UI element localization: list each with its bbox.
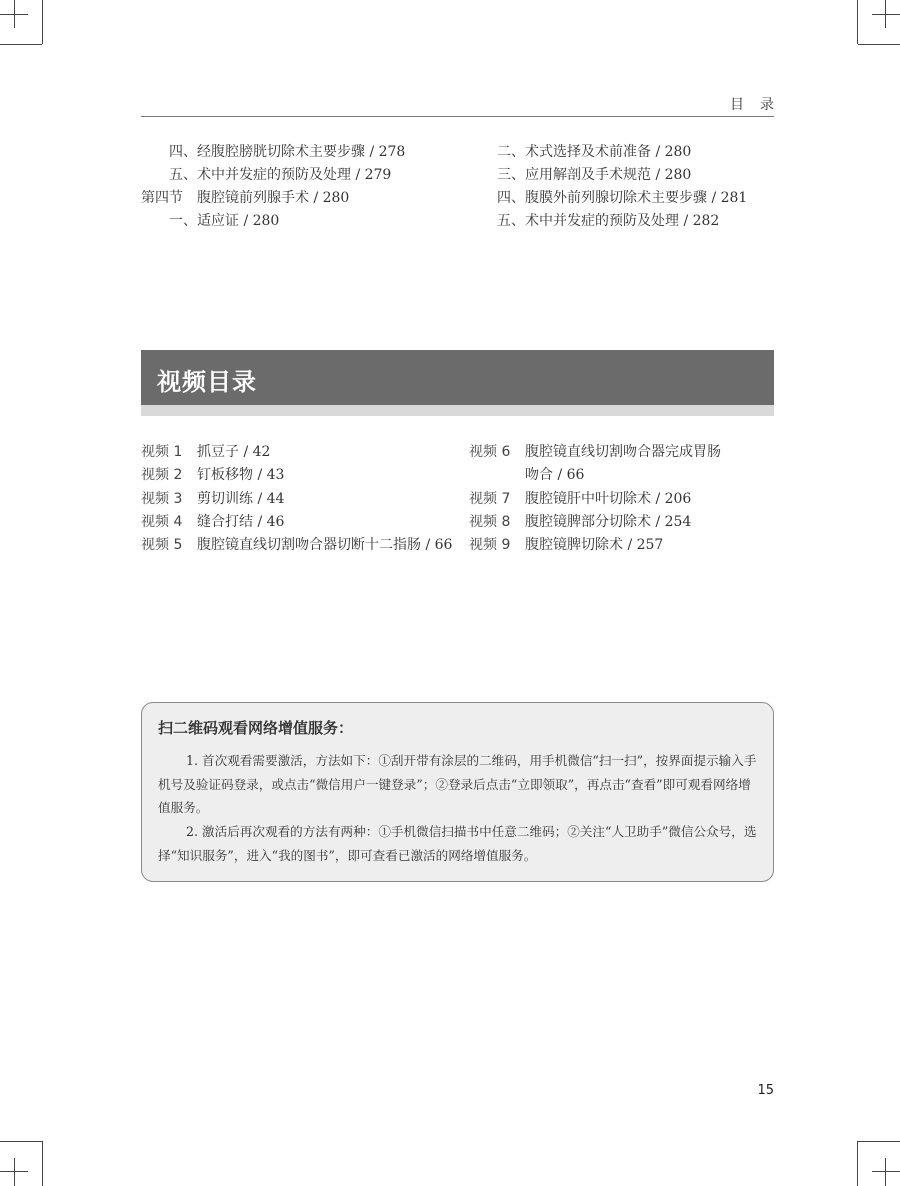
video-title-continuation[interactable]: 吻合 / 66 (525, 467, 585, 484)
toc-left-column (141, 141, 405, 233)
toc-entry[interactable]: 四、经腹腔膀胱切除术主要步骤 / 278 (169, 144, 406, 160)
video-item[interactable] (141, 488, 452, 511)
video-item[interactable] (469, 441, 721, 464)
toc-entry[interactable]: 二、术式选择及术前准备 / 280 (497, 144, 692, 160)
running-head-title: 目录 (730, 97, 790, 113)
video-title: 钉板移物 / 43 (197, 467, 285, 484)
toc-entry[interactable]: 一、适应证 / 280 (169, 213, 280, 229)
toc-entry[interactable]: 五、术中并发症的预防及处理 / 279 (169, 167, 392, 183)
video-list-left (141, 441, 452, 557)
crop-mark (857, 1141, 858, 1186)
video-label: 视频 9 (469, 537, 511, 554)
video-item[interactable] (469, 488, 721, 511)
crop-mark (872, 14, 900, 15)
video-item[interactable] (141, 534, 452, 557)
video-label: 视频 7 (469, 490, 511, 507)
crop-mark (42, 0, 43, 44)
crop-mark (858, 44, 900, 45)
video-item[interactable] (469, 534, 721, 557)
video-item[interactable] (141, 441, 452, 464)
crop-mark (42, 1141, 43, 1186)
crop-mark (885, 0, 886, 28)
toc-entry[interactable]: 四、腹膜外前列腺切除术主要步骤 / 281 (497, 190, 748, 206)
crop-mark (14, 1158, 15, 1186)
crop-mark (0, 44, 42, 45)
running-head (141, 92, 790, 117)
qr-service-notice (141, 702, 774, 882)
video-section-title: 视频目录 (157, 368, 257, 396)
crop-mark (0, 1141, 42, 1142)
video-item[interactable] (469, 511, 721, 534)
toc-section-heading[interactable]: 第四节 腹腔镜前列腺手术 / 280 (141, 190, 350, 206)
video-title: 腹腔镜直线切割吻合器切断十二指肠 / 66 (197, 537, 453, 554)
video-section-banner (141, 350, 774, 405)
video-title: 腹腔镜脾切除术 / 257 (525, 537, 664, 554)
video-label: 视频 6 (469, 444, 511, 460)
crop-mark (885, 1158, 886, 1186)
qr-notice-paragraph-1: 1. 首次观看需要激活，方法如下：①刮开带有涂层的二维码，用手机微信“扫一扫”，按界面提示输入手机号及验证码登录，或点击“微信用户一键登录”；②登录后点击“立即领取”，再点击“查看”即可观看网络增值服务。 (158, 753, 757, 815)
crop-mark (858, 1141, 900, 1142)
video-title: 剪切训练 / 44 (197, 490, 285, 507)
video-title: 腹腔镜直线切割吻合器完成胃肠 (525, 444, 721, 460)
crop-mark (857, 0, 858, 44)
video-label: 视频 5 (141, 537, 183, 554)
video-label: 视频 1 (141, 444, 183, 460)
video-item[interactable] (141, 464, 452, 487)
crop-mark (14, 0, 15, 28)
video-title: 腹腔镜脾部分切除术 / 254 (525, 513, 692, 530)
banner-underline (141, 405, 774, 416)
toc-entry[interactable]: 五、术中并发症的预防及处理 / 282 (497, 213, 720, 229)
toc-right-column (497, 141, 747, 233)
video-list-right (469, 441, 721, 557)
video-label: 视频 3 (141, 490, 183, 507)
video-label: 视频 4 (141, 513, 183, 530)
video-item[interactable] (141, 511, 452, 534)
video-title: 腹腔镜肝中叶切除术 / 206 (525, 490, 692, 507)
video-title: 抓豆子 / 42 (197, 444, 271, 460)
crop-mark (872, 1171, 900, 1172)
qr-notice-title: 扫二维码观看网络增值服务： (158, 719, 354, 737)
toc-entry[interactable]: 三、应用解剖及手术规范 / 280 (497, 167, 692, 183)
video-label: 视频 2 (141, 467, 183, 484)
qr-notice-paragraph-2: 2. 激活后再次观看的方法有两种：①手机微信扫描书中任意二维码；②关注“人卫助手”微信公众号，选择“知识服务”，进入“我的图书”，即可查看已激活的网络增值服务。 (158, 824, 757, 863)
video-label: 视频 8 (469, 513, 511, 530)
video-title: 缝合打结 / 46 (197, 513, 285, 530)
page-number: 15 (757, 1083, 774, 1098)
